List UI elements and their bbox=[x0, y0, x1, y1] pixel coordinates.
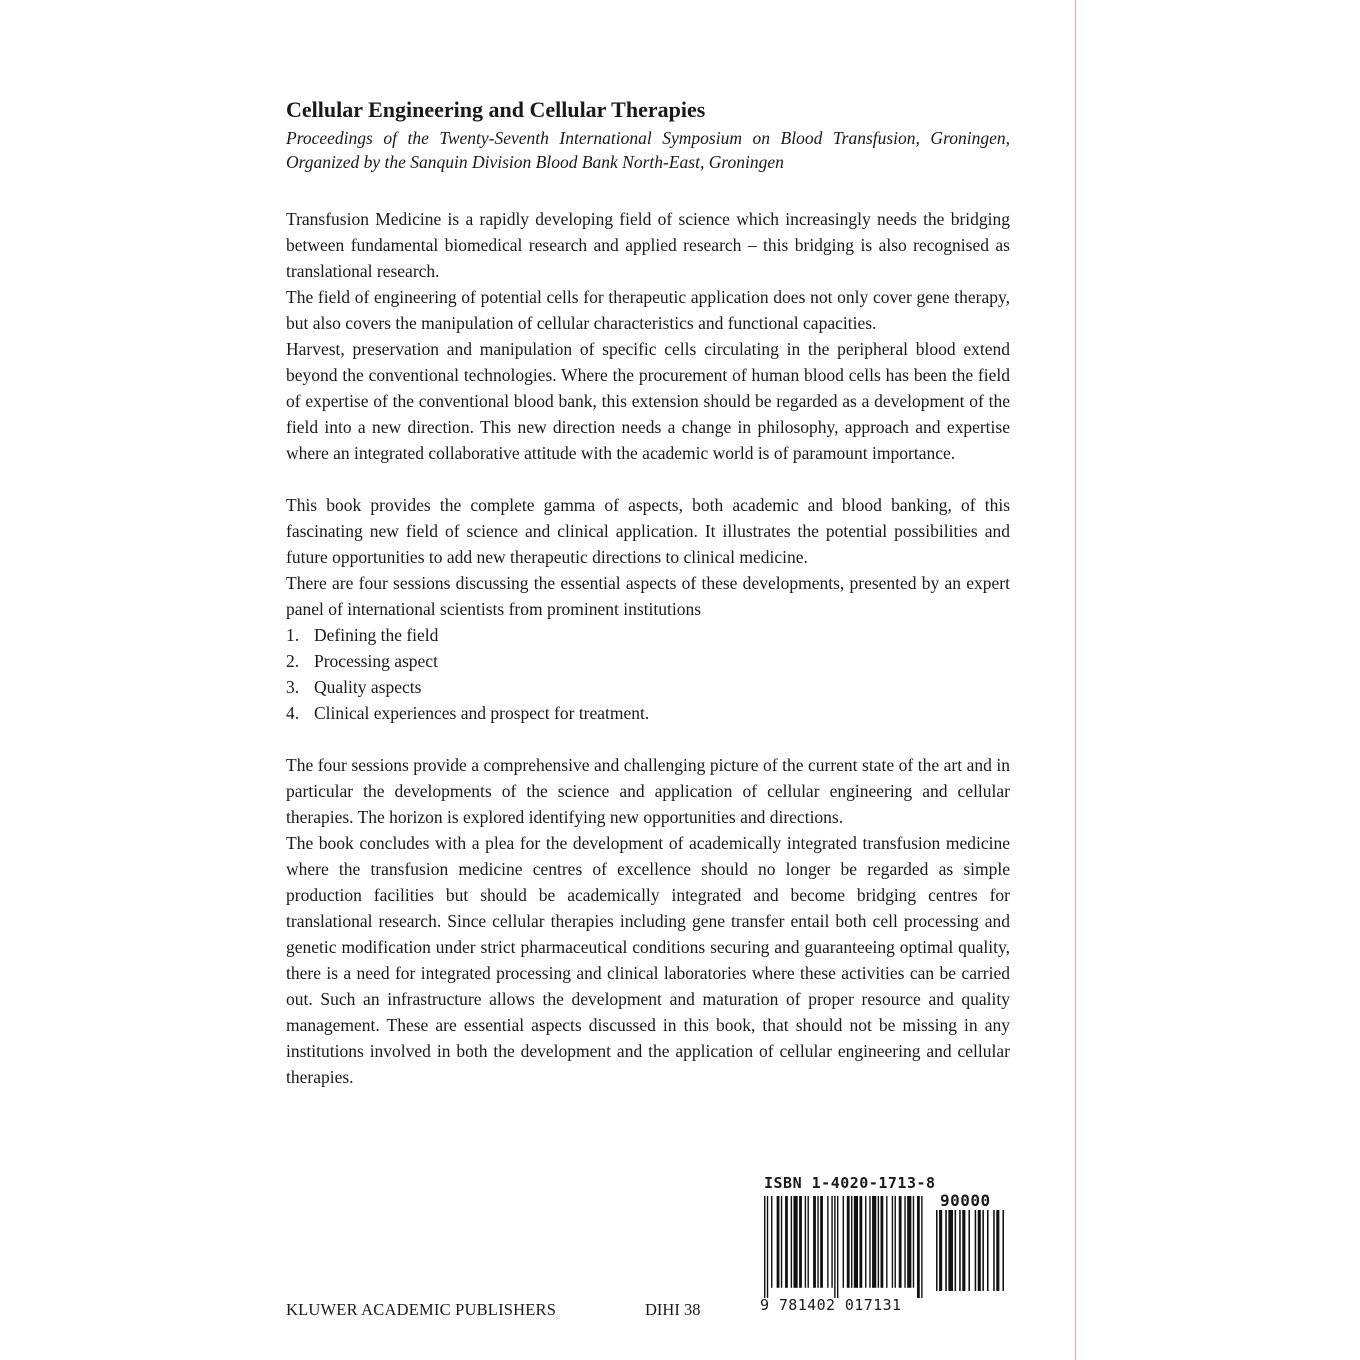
barcode-bar bbox=[886, 1196, 887, 1288]
list-item-number: 4. bbox=[286, 703, 300, 723]
barcode-bar bbox=[913, 1196, 914, 1288]
paragraph-book-scope: This book provides the complete gamma of aspects, both academic and blood banking, of this fascinating new field of science and clinical application. It illustrates the potential possibilities and future opportunities to add new therapeutic directions to clinical medicine. bbox=[286, 495, 1010, 567]
barcode-bar bbox=[805, 1196, 806, 1288]
barcode-bar bbox=[837, 1196, 838, 1298]
barcode-bar bbox=[793, 1196, 797, 1288]
paragraph-intro: Transfusion Medicine is a rapidly developing field of science which increasingly needs the bridging between fundamental biomedical research and applied research – this bridging is also recognised as translational research. bbox=[286, 209, 1010, 281]
barcode-bar bbox=[917, 1196, 920, 1298]
barcode-bar bbox=[987, 1210, 989, 1291]
barcode-ean13 bbox=[764, 1196, 924, 1298]
barcode-bar bbox=[878, 1196, 879, 1288]
barcode-bar bbox=[959, 1210, 961, 1291]
paragraph-conclusion: The book concludes with a plea for the development of academically integrated transfusion medicine where the transfusion medicine centres of excellence should no longer be regarded as simple production facilities but should be academically integrated and become bridging centres for translational research. Since cellular therapies including gene transfer entail both cell processing and genetic modification under strict pharmaceutical conditions securing and guaranteeing optimal quality, there is a need for integrated processing and clinical laboratories where these activities can be carried out. Such an infrastructure allows the development and maturation of proper resource and quality management. These are essential aspects discussed in this book, that should not be missing in any institutions involved in both the development and the application of cellular engineering and cellular therapies. bbox=[286, 833, 1010, 1087]
barcode-bar bbox=[907, 1196, 911, 1288]
barcode-bar bbox=[892, 1196, 893, 1288]
barcode-addon bbox=[936, 1210, 1004, 1300]
barcode-bar bbox=[834, 1196, 835, 1298]
barcode-bar bbox=[767, 1196, 768, 1298]
barcode-bar bbox=[791, 1196, 792, 1288]
list-item bbox=[286, 674, 1010, 700]
sessions-list bbox=[286, 622, 1010, 726]
cover-text bbox=[286, 96, 1010, 1090]
barcode-bar bbox=[945, 1210, 947, 1291]
barcode-bar bbox=[955, 1210, 957, 1291]
paragraph-sessions-summary: The four sessions provide a comprehensive and challenging picture of the current state of the art and in particular the developments of the science and application of cellular engineering and cellular therapies. The horizon is explored identifying new opportunities and directions. bbox=[286, 755, 1010, 827]
series-code: DIHI 38 bbox=[645, 1300, 701, 1319]
barcode-bar bbox=[993, 1210, 995, 1291]
barcode-bar bbox=[820, 1196, 823, 1288]
barcode-bar bbox=[996, 1210, 999, 1291]
barcode-bar bbox=[813, 1196, 816, 1288]
publisher-name: KLUWER ACADEMIC PUBLISHERS bbox=[286, 1300, 557, 1319]
book-subtitle: Proceedings of the Twenty-Seventh International Symposium on Blood Transfusion, Groningen, Organized by the Sanquin Division Blood Bank North-East, Groningen bbox=[286, 128, 1010, 172]
list-item-number: 1. bbox=[286, 625, 300, 645]
barcode-bar bbox=[847, 1196, 850, 1288]
list-item bbox=[286, 700, 1010, 726]
barcode-bar bbox=[827, 1196, 828, 1288]
barcode-bar bbox=[948, 1210, 953, 1291]
barcode-bar bbox=[843, 1196, 844, 1288]
barcode-bar bbox=[808, 1196, 809, 1288]
barcode-bar bbox=[880, 1196, 883, 1288]
barcode-bar bbox=[1002, 1210, 1004, 1291]
list-item-number: 2. bbox=[286, 651, 300, 671]
barcode-bar bbox=[872, 1196, 876, 1288]
isbn-label: ISBN 1-4020-1713-8 bbox=[764, 1174, 936, 1192]
list-item-text: Clinical experiences and prospect for treatment. bbox=[314, 703, 650, 723]
barcode-bar bbox=[895, 1196, 896, 1288]
barcode-bar bbox=[831, 1196, 832, 1288]
barcode-bar bbox=[771, 1196, 772, 1288]
barcode-bar bbox=[899, 1196, 902, 1288]
paragraph-sessions-intro: There are four sessions discussing the essential aspects of these developments, presented by an expert panel of international scientists from prominent institutions bbox=[286, 573, 1010, 619]
paragraph-engineering: The field of engineering of potential cells for therapeutic application does not only cover gene therapy, but also covers the manipulation of cellular characteristics and functional capacities. bbox=[286, 287, 1010, 333]
paragraph-gap bbox=[286, 726, 1010, 752]
list-item-text: Quality aspects bbox=[314, 677, 422, 697]
barcode-bar bbox=[962, 1210, 965, 1291]
barcode-bar bbox=[939, 1210, 942, 1291]
spine-edge-line bbox=[1075, 0, 1076, 1360]
barcode-bar bbox=[817, 1196, 818, 1288]
barcode-bar bbox=[865, 1196, 866, 1288]
barcode-bar bbox=[777, 1196, 780, 1288]
book-title: Cellular Engineering and Cellular Therapies bbox=[286, 97, 706, 122]
list-item-text: Defining the field bbox=[314, 625, 439, 645]
barcode-bar bbox=[869, 1196, 870, 1288]
barcode-bar bbox=[904, 1196, 905, 1288]
barcode-bar bbox=[859, 1196, 862, 1288]
price-code: 90000 bbox=[940, 1191, 991, 1210]
barcode-bar bbox=[854, 1196, 858, 1288]
barcode-bar bbox=[978, 1210, 981, 1291]
barcode-bar bbox=[968, 1210, 970, 1291]
barcode-bar bbox=[781, 1196, 782, 1288]
barcode-digits: 9 781402 017131 bbox=[760, 1296, 902, 1314]
barcode-bar bbox=[764, 1196, 765, 1298]
barcode-bar bbox=[975, 1210, 977, 1291]
barcode-bar bbox=[785, 1196, 788, 1288]
list-item bbox=[286, 648, 1010, 674]
barcode-bar bbox=[799, 1196, 802, 1288]
list-item bbox=[286, 622, 1010, 648]
list-item-text: Processing aspect bbox=[314, 651, 438, 671]
paragraph-harvest: Harvest, preservation and manipulation of specific cells circulating in the peripheral blood extend beyond the conventional technologies. Where the procurement of human blood cells has been the field of expertise of the conventional blood bank, this extension should be regarded as a development of the field into a new direction. This new direction needs a change in philosophy, approach and expertise where an integrated collaborative attitude with the academic world is of paramount importance. bbox=[286, 339, 1010, 463]
barcode-bar bbox=[921, 1196, 922, 1298]
paragraph-gap bbox=[286, 466, 1010, 492]
list-item-number: 3. bbox=[286, 677, 300, 697]
barcode-bar bbox=[982, 1210, 984, 1291]
barcode-bar bbox=[851, 1196, 852, 1288]
barcode-bar bbox=[936, 1210, 938, 1291]
